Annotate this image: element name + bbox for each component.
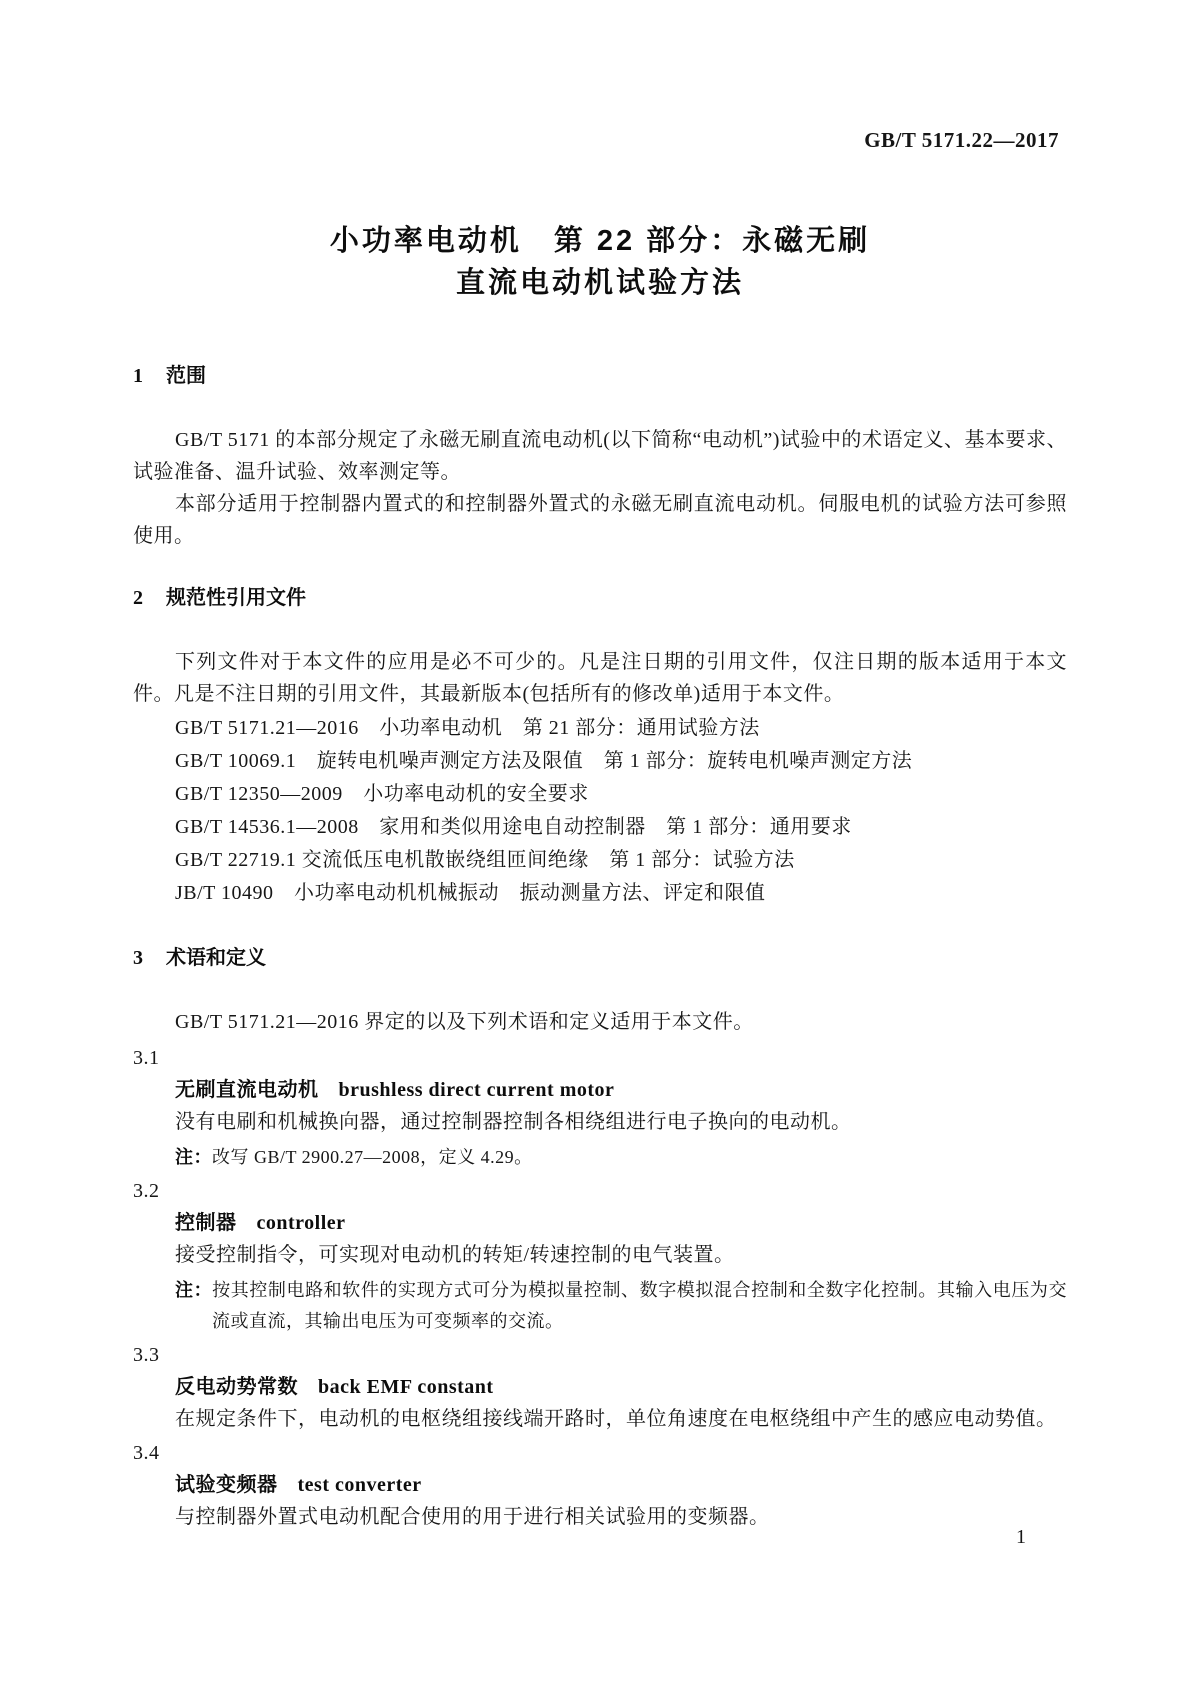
term-name-zh: 控制器 (175, 1212, 237, 1234)
section-1-title: 范围 (166, 365, 206, 387)
reference-item: GB/T 14536.1—2008 家用和类似用途电自动控制器 第 1 部分：通用要求 (175, 816, 852, 838)
term-name-en: brushless direct current motor (338, 1079, 615, 1101)
term-number: 3.2 (133, 1180, 160, 1202)
section-3-number: 3 (133, 947, 143, 969)
standard-code-header: GB/T 5171.22—2017 (864, 128, 1059, 152)
term-name-zh: 无刷直流电动机 (175, 1079, 319, 1101)
term-number: 3.4 (133, 1442, 160, 1464)
section-1-paragraph-2: 本部分适用于控制器内置式的和控制器外置式的永磁无刷直流电动机。伺服电机的试验方法可参照使用。 (133, 493, 1067, 547)
reference-item: GB/T 22719.1 交流低压电机散嵌绕组匝间绝缘 第 1 部分：试验方法 (175, 849, 795, 871)
normative-reference-list (133, 712, 1067, 910)
term-note (133, 1275, 1067, 1337)
term-number: 3.1 (133, 1047, 160, 1069)
note-label: 注： (175, 1280, 213, 1300)
page-number: 1 (1016, 1526, 1026, 1548)
term-title (133, 1207, 1067, 1239)
term-title (133, 1074, 1067, 1106)
reference-item: GB/T 10069.1 旋转电机噪声测定方法及限值 第 1 部分：旋转电机噪声测定方法 (175, 750, 913, 772)
note-label: 注： (175, 1147, 212, 1167)
term-entry-3-1 (133, 1042, 1067, 1173)
section-3-heading (133, 944, 1067, 972)
term-definition: 在规定条件下，电动机的电枢绕组接线端开路时，单位角速度在电枢绕组中产生的感应电动势值。 (175, 1408, 1057, 1430)
term-definition: 与控制器外置式电动机配合使用的用于进行相关试验用的变频器。 (175, 1506, 770, 1528)
term-definition: 没有电刷和机械换向器，通过控制器控制各相绕组进行电子换向的电动机。 (175, 1111, 852, 1133)
note-text: 按其控制电路和软件的实现方式可分为模拟量控制、数字模拟混合控制和全数字化控制。其输入电压为交流或直流，其输出电压为可变频率的交流。 (212, 1280, 1067, 1331)
section-1-number: 1 (133, 365, 143, 387)
section-2-heading (133, 584, 1067, 612)
reference-item: GB/T 5171.21—2016 小功率电动机 第 21 部分：通用试验方法 (175, 717, 760, 739)
reference-item: JB/T 10490 小功率电动机机械振动 振动测量方法、评定和限值 (175, 882, 766, 904)
term-name-en: controller (256, 1212, 346, 1234)
term-note (133, 1142, 1067, 1173)
term-name-en: test converter (297, 1474, 422, 1496)
term-name-en: back EMF constant (318, 1376, 494, 1398)
term-number: 3.3 (133, 1344, 160, 1366)
note-text: 改写 GB/T 2900.27—2008，定义 4.29。 (212, 1147, 533, 1167)
term-name-zh: 反电动势常数 (175, 1376, 298, 1398)
section-2-title: 规范性引用文件 (166, 587, 306, 609)
section-1-paragraph-1: GB/T 5171 的本部分规定了永磁无刷直流电动机(以下简称“电动机”)试验中的术语定义、基本要求、试验准备、温升试验、效率测定等。 (133, 429, 1067, 483)
term-title (133, 1469, 1067, 1501)
section-2-number: 2 (133, 587, 143, 609)
term-title (133, 1371, 1067, 1403)
document-title-line1: 小功率电动机 第 22 部分：永磁无刷 (329, 225, 871, 257)
section-3-paragraph-1: GB/T 5171.21—2016 界定的以及下列术语和定义适用于本文件。 (175, 1011, 754, 1033)
section-3-title: 术语和定义 (166, 947, 266, 969)
reference-item: GB/T 12350—2009 小功率电动机的安全要求 (175, 783, 589, 805)
section-2-paragraph-1: 下列文件对于本文件的应用是必不可少的。凡是注日期的引用文件，仅注日期的版本适用于本文件。凡是不注日期的引用文件，其最新版本(包括所有的修改单)适用于本文件。 (133, 651, 1067, 705)
document-title-line2: 直流电动机试验方法 (455, 267, 744, 299)
term-entry-3-3 (133, 1339, 1067, 1435)
term-name-zh: 试验变频器 (175, 1474, 278, 1496)
term-definition: 接受控制指令，可实现对电动机的转矩/转速控制的电气装置。 (175, 1244, 735, 1266)
document-title (133, 0, 1067, 304)
term-entry-3-2 (133, 1175, 1067, 1337)
section-1-heading (133, 362, 1067, 390)
term-entry-3-4 (133, 1437, 1067, 1533)
